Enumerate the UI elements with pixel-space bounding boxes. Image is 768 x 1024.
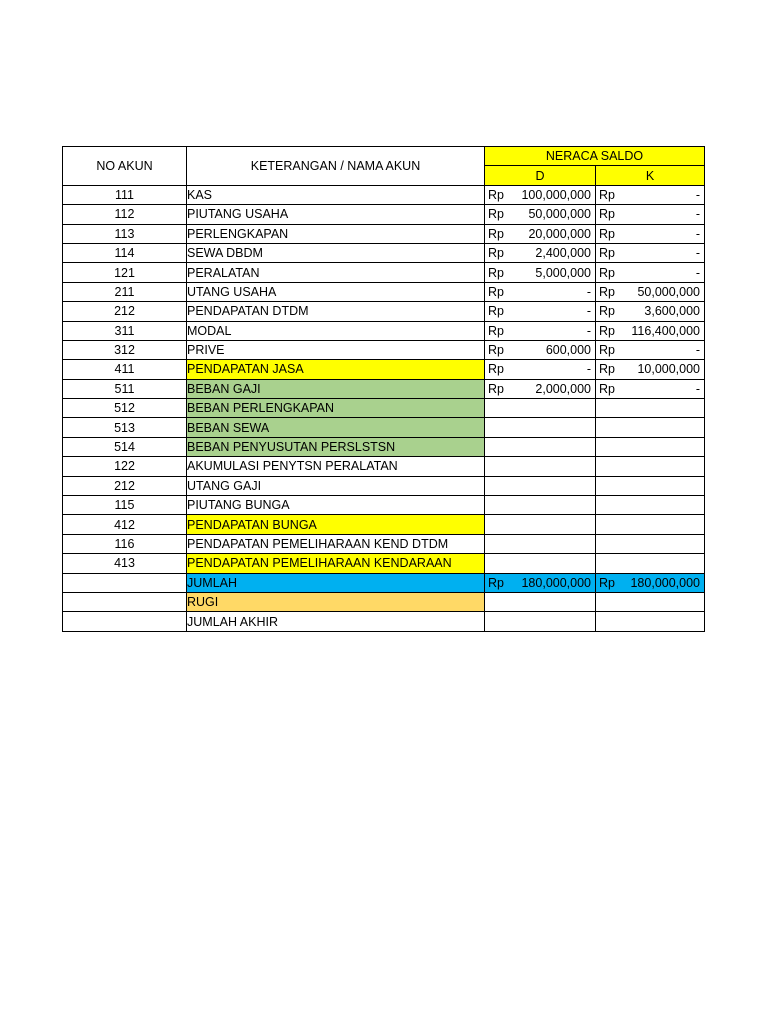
credit-cell [596, 263, 705, 282]
debit-cell [485, 321, 596, 340]
debit-cell [485, 302, 596, 321]
table-row [63, 476, 705, 495]
account-name: BEBAN GAJI [187, 379, 485, 398]
debit-cell [485, 457, 596, 476]
credit-cell [596, 534, 705, 553]
debit-cell [485, 476, 596, 495]
amount-value: 10,000,000 [637, 362, 700, 377]
amount-value: 180,000,000 [521, 575, 591, 590]
amount [485, 380, 595, 398]
amount [485, 205, 595, 223]
amount [485, 225, 595, 243]
amount [596, 186, 704, 204]
account-name: SEWA DBDM [187, 243, 485, 262]
credit-cell [596, 321, 705, 340]
table-row [63, 224, 705, 243]
currency-label: Rp [488, 284, 504, 299]
account-number [63, 612, 187, 631]
header-row-1 [63, 147, 705, 166]
debit-cell [485, 379, 596, 398]
amount-value: - [586, 284, 591, 299]
amount-value: - [695, 207, 700, 222]
currency-label: Rp [488, 575, 504, 590]
amount-value: - [695, 265, 700, 280]
debit-cell [485, 340, 596, 359]
amount-value: 600,000 [545, 343, 591, 358]
amount [596, 205, 704, 223]
account-number: 413 [63, 554, 187, 573]
account-number: 312 [63, 340, 187, 359]
currency-label: Rp [599, 323, 615, 338]
table-row [63, 263, 705, 282]
currency-label: Rp [488, 187, 504, 202]
amount [596, 302, 704, 320]
debit-total-cell [485, 573, 596, 592]
credit-cell [596, 476, 705, 495]
credit-cell [596, 399, 705, 418]
table-row [63, 340, 705, 359]
total-label: JUMLAH AKHIR [187, 612, 485, 631]
table-row [63, 360, 705, 379]
amount [596, 322, 704, 340]
account-number: 212 [63, 476, 187, 495]
credit-cell [596, 340, 705, 359]
account-name: PERLENGKAPAN [187, 224, 485, 243]
debit-cell [485, 263, 596, 282]
amount [596, 574, 704, 592]
total-label: RUGI [187, 592, 485, 611]
amount [596, 283, 704, 301]
debit-cell [485, 496, 596, 515]
amount [596, 244, 704, 262]
total-row [63, 573, 705, 592]
currency-label: Rp [599, 575, 615, 590]
amount-value: - [695, 226, 700, 241]
amount-value: 3,600,000 [644, 304, 700, 319]
account-number: 211 [63, 282, 187, 301]
currency-label: Rp [488, 304, 504, 319]
trial-balance-table [62, 146, 705, 632]
amount [485, 244, 595, 262]
table-row [63, 282, 705, 301]
credit-cell [596, 418, 705, 437]
account-number: 122 [63, 457, 187, 476]
amount [485, 574, 595, 592]
table-row [63, 418, 705, 437]
account-number: 212 [63, 302, 187, 321]
account-number: 112 [63, 205, 187, 224]
account-name: BEBAN PERLENGKAPAN [187, 399, 485, 418]
final-total-row [63, 612, 705, 631]
credit-cell [596, 515, 705, 534]
account-name: MODAL [187, 321, 485, 340]
credit-cell [596, 496, 705, 515]
account-name: AKUMULASI PENYTSN PERALATAN [187, 457, 485, 476]
account-name: PRIVE [187, 340, 485, 359]
currency-label: Rp [488, 362, 504, 377]
amount-value: - [695, 246, 700, 261]
account-name: PIUTANG BUNGA [187, 496, 485, 515]
amount [596, 225, 704, 243]
header-kredit: K [596, 166, 705, 185]
currency-label: Rp [599, 343, 615, 358]
currency-label: Rp [599, 226, 615, 241]
table-row [63, 496, 705, 515]
header-debit: D [485, 166, 596, 185]
currency-label: Rp [599, 362, 615, 377]
account-number [63, 592, 187, 611]
currency-label: Rp [488, 207, 504, 222]
amount-value: - [695, 343, 700, 358]
table-row [63, 205, 705, 224]
debit-cell [485, 418, 596, 437]
debit-cell [485, 224, 596, 243]
amount [485, 322, 595, 340]
amount-value: - [586, 304, 591, 319]
account-number: 411 [63, 360, 187, 379]
amount-value: 50,000,000 [528, 207, 591, 222]
amount-value: 180,000,000 [630, 575, 700, 590]
account-number [63, 573, 187, 592]
account-number: 121 [63, 263, 187, 282]
account-number: 412 [63, 515, 187, 534]
amount [485, 264, 595, 282]
amount-value: - [586, 323, 591, 338]
account-name: PENDAPATAN DTDM [187, 302, 485, 321]
header-neraca-saldo: NERACA SALDO [485, 147, 705, 166]
currency-label: Rp [599, 284, 615, 299]
account-name: PENDAPATAN JASA [187, 360, 485, 379]
amount [596, 264, 704, 282]
table-row [63, 457, 705, 476]
currency-label: Rp [488, 246, 504, 261]
amount-value: 100,000,000 [521, 187, 591, 202]
debit-cell [485, 360, 596, 379]
currency-label: Rp [599, 207, 615, 222]
total-label: JUMLAH [187, 573, 485, 592]
amount [485, 341, 595, 359]
currency-label: Rp [599, 381, 615, 396]
currency-label: Rp [599, 246, 615, 261]
account-name: UTANG USAHA [187, 282, 485, 301]
amount-value: 116,400,000 [631, 323, 700, 338]
account-name: PENDAPATAN PEMELIHARAAN KEND DTDM [187, 534, 485, 553]
amount [596, 341, 704, 359]
currency-label: Rp [488, 381, 504, 396]
amount-value: - [695, 187, 700, 202]
credit-cell [596, 243, 705, 262]
credit-cell [596, 205, 705, 224]
account-number: 116 [63, 534, 187, 553]
amount [485, 360, 595, 378]
debit-cell [485, 185, 596, 204]
account-number: 512 [63, 399, 187, 418]
table-row [63, 534, 705, 553]
amount [485, 283, 595, 301]
credit-total-cell [596, 592, 705, 611]
debit-cell [485, 243, 596, 262]
credit-cell [596, 437, 705, 456]
table-row [63, 185, 705, 204]
debit-cell [485, 515, 596, 534]
amount-value: 50,000,000 [637, 284, 700, 299]
table-row [63, 243, 705, 262]
table-body [63, 147, 705, 632]
currency-label: Rp [488, 226, 504, 241]
debit-total-cell [485, 592, 596, 611]
account-name: PENDAPATAN PEMELIHARAAN KENDARAAN [187, 554, 485, 573]
currency-label: Rp [599, 304, 615, 319]
account-name: PENDAPATAN BUNGA [187, 515, 485, 534]
account-name: UTANG GAJI [187, 476, 485, 495]
amount-value: 5,000,000 [535, 265, 591, 280]
account-name: PERALATAN [187, 263, 485, 282]
debit-cell [485, 282, 596, 301]
account-name: KAS [187, 185, 485, 204]
credit-cell [596, 360, 705, 379]
credit-cell [596, 224, 705, 243]
table-row [63, 399, 705, 418]
account-name: PIUTANG USAHA [187, 205, 485, 224]
currency-label: Rp [488, 343, 504, 358]
currency-label: Rp [599, 265, 615, 280]
credit-cell [596, 457, 705, 476]
table-row [63, 302, 705, 321]
credit-cell [596, 302, 705, 321]
table-row [63, 379, 705, 398]
debit-cell [485, 205, 596, 224]
account-number: 111 [63, 185, 187, 204]
credit-cell [596, 379, 705, 398]
amount [596, 380, 704, 398]
amount [596, 360, 704, 378]
amount [485, 186, 595, 204]
account-number: 113 [63, 224, 187, 243]
debit-cell [485, 534, 596, 553]
header-keterangan: KETERANGAN / NAMA AKUN [187, 147, 485, 186]
account-name: BEBAN PENYUSUTAN PERSLSTSN [187, 437, 485, 456]
account-number: 514 [63, 437, 187, 456]
table-row [63, 321, 705, 340]
credit-total-cell [596, 573, 705, 592]
debit-cell [485, 399, 596, 418]
credit-cell [596, 185, 705, 204]
currency-label: Rp [599, 187, 615, 202]
table-row [63, 554, 705, 573]
debit-cell [485, 437, 596, 456]
debit-total-cell [485, 612, 596, 631]
account-number: 115 [63, 496, 187, 515]
currency-label: Rp [488, 265, 504, 280]
amount-value: - [695, 381, 700, 396]
credit-cell [596, 282, 705, 301]
currency-label: Rp [488, 323, 504, 338]
debit-cell [485, 554, 596, 573]
credit-total-cell [596, 612, 705, 631]
header-no-akun: NO AKUN [63, 147, 187, 186]
account-number: 114 [63, 243, 187, 262]
account-name: BEBAN SEWA [187, 418, 485, 437]
amount-value: 20,000,000 [528, 226, 591, 241]
table-row [63, 437, 705, 456]
table-row [63, 515, 705, 534]
account-number: 311 [63, 321, 187, 340]
credit-cell [596, 554, 705, 573]
account-number: 511 [63, 379, 187, 398]
account-number: 513 [63, 418, 187, 437]
amount-value: - [586, 362, 591, 377]
loss-row [63, 592, 705, 611]
amount-value: 2,400,000 [535, 246, 591, 261]
amount [485, 302, 595, 320]
amount-value: 2,000,000 [535, 381, 591, 396]
